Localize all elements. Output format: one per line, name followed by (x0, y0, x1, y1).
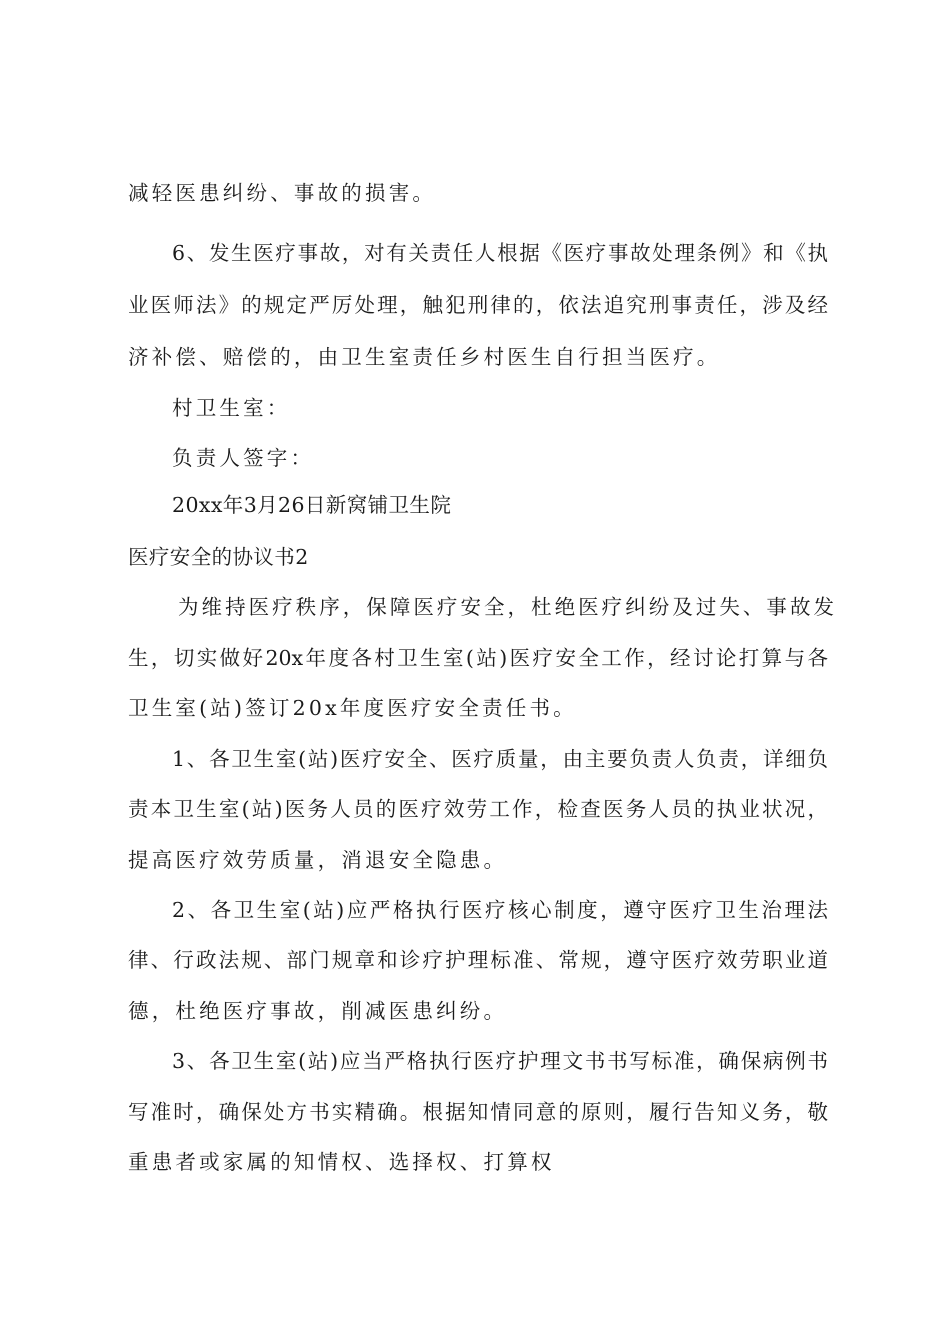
paragraph-line: 律、行政法规、部门规章和诊疗护理标准、常规，遵守医疗效劳职业道 (128, 948, 828, 972)
section-title: 医疗安全的协议书2 (128, 545, 309, 569)
signature-label: 负责人签字： (172, 446, 315, 470)
village-clinic-label: 村卫生室： (172, 396, 291, 420)
paragraph-line: 6、发生医疗事故，对有关责任人根据《医疗事故处理条例》和《执 (172, 241, 828, 265)
paragraph-line: 3、各卫生室(站)应当严格执行医疗护理文书书写标准，确保病例书 (172, 1049, 828, 1073)
paragraph-line: 2、各卫生室(站)应严格执行医疗核心制度，遵守医疗卫生治理法 (172, 898, 828, 922)
paragraph-line: 德，杜绝医疗事故，削减医患纠纷。 (128, 999, 508, 1023)
date-and-issuer: 20xx年3月26日新窝铺卫生院 (172, 493, 452, 517)
paragraph-line: 为维持医疗秩序，保障医疗安全，杜绝医疗纠纷及过失、事故发 (178, 595, 834, 619)
paragraph-line: 1、各卫生室(站)医疗安全、医疗质量，由主要负责人负责，详细负 (172, 747, 828, 771)
paragraph-line: 重患者或家属的知情权、选择权、打算权 (128, 1150, 555, 1174)
paragraph-line: 业医师法》的规定严厉处理，触犯刑律的，依法追究刑事责任，涉及经 (128, 293, 828, 317)
paragraph-line: 生，切实做好20x年度各村卫生室(站)医疗安全工作，经讨论打算与各 (128, 646, 828, 670)
paragraph-line: 责本卫生室(站)医务人员的医疗效劳工作，检查医务人员的执业状况， (128, 797, 828, 821)
paragraph-line: 济补偿、赔偿的，由卫生室责任乡村医生自行担当医疗。 (128, 345, 721, 369)
paragraph-line: 提高医疗效劳质量，消退安全隐患。 (128, 848, 508, 872)
paragraph-line: 卫生室(站)签订20x年度医疗安全责任书。 (128, 696, 577, 720)
paragraph-line: 减轻医患纠纷、事故的损害。 (128, 181, 437, 205)
paragraph-line: 写准时，确保处方书实精确。根据知情同意的原则，履行告知义务，敬 (128, 1100, 828, 1124)
